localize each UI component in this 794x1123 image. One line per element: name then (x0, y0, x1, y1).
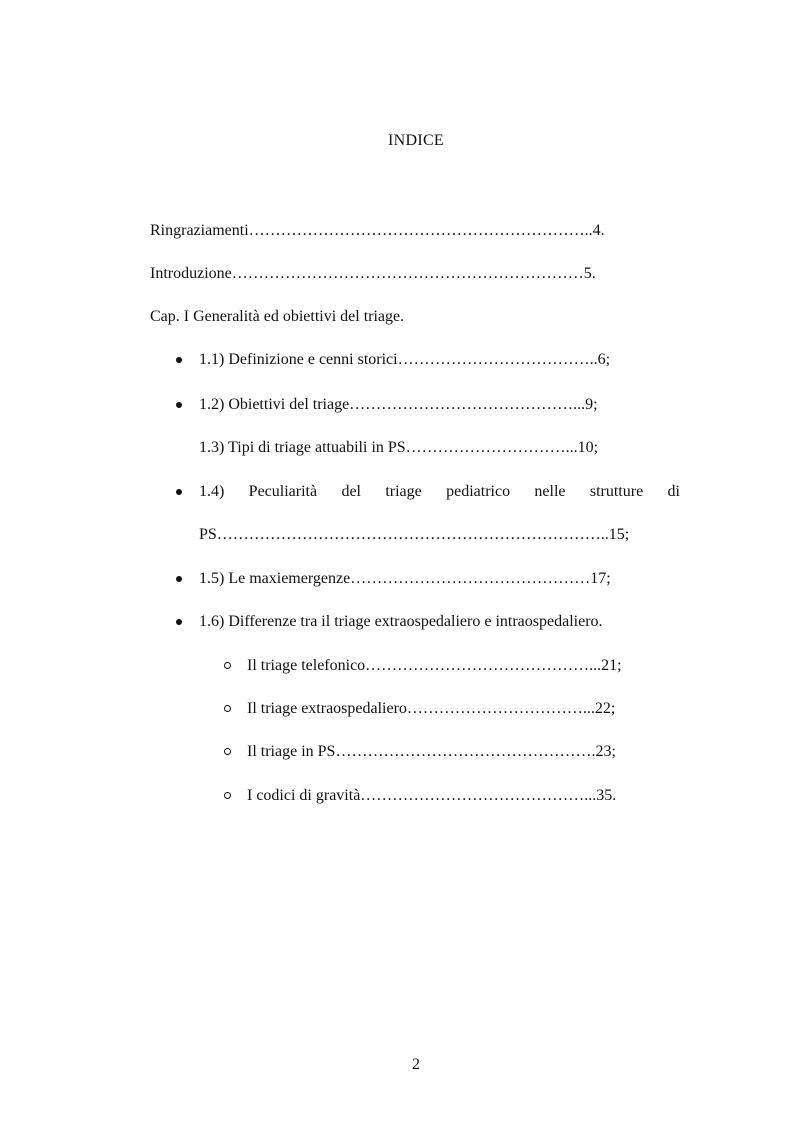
toc-word: di (667, 483, 680, 500)
toc-entry-introduzione[interactable]: Introduzione…………………………………………………………5. (150, 265, 596, 282)
circle-bullet-icon (224, 792, 231, 799)
circle-bullet-icon (224, 705, 231, 712)
toc-entry-codici-gravita[interactable]: I codici di gravità……………………………………...35. (247, 787, 617, 804)
bullet-icon (176, 619, 182, 625)
bullet-icon (176, 489, 182, 495)
toc-word: 1.4) (199, 483, 225, 500)
toc-word: triage (385, 483, 422, 500)
toc-entry-1-5[interactable]: 1.5) Le maxiemergenze………………………………………17; (199, 570, 611, 587)
bullet-icon (176, 576, 182, 582)
circle-bullet-icon (224, 662, 231, 669)
toc-entry-1-6[interactable]: 1.6) Differenze tra il triage extraospedaliero e intraospedaliero. (199, 613, 603, 630)
toc-chapter-1[interactable]: Cap. I Generalità ed obiettivi del triage. (150, 308, 405, 325)
toc-word: strutture (589, 483, 644, 500)
toc-word: nelle (534, 483, 566, 500)
page-title: INDICE (387, 132, 444, 149)
toc-word: del (341, 483, 361, 500)
toc-entry-1-4-continuation[interactable]: PS………………………………………………………………..15; (199, 526, 630, 543)
circle-bullet-icon (224, 748, 231, 755)
toc-entry-1-2[interactable]: 1.2) Obiettivi del triage……………………………………...9; (199, 396, 598, 413)
toc-word: pediatrico (446, 483, 511, 500)
bullet-icon (176, 357, 182, 363)
toc-entry-1-1[interactable]: 1.1) Definizione e cenni storici………………………………..6; (199, 351, 611, 368)
toc-entry-triage-in-ps[interactable]: Il triage in PS………………………………………….23; (247, 743, 616, 760)
toc-entry-ringraziamenti[interactable]: Ringraziamenti………………………………………………………..4. (150, 222, 605, 239)
toc-entry-triage-telefonico[interactable]: Il triage telefonico……………………………………...21; (247, 657, 622, 674)
bullet-icon (176, 402, 182, 408)
toc-entry-1-4[interactable] (199, 481, 680, 503)
page-number: 2 (412, 1056, 420, 1073)
toc-word: Peculiarità (248, 483, 318, 500)
toc-entry-triage-extraospedaliero[interactable]: Il triage extraospedaliero……………………………...22; (247, 700, 616, 717)
toc-entry-1-3[interactable]: 1.3) Tipi di triage attuabili in PS…………………………...10; (199, 439, 599, 456)
